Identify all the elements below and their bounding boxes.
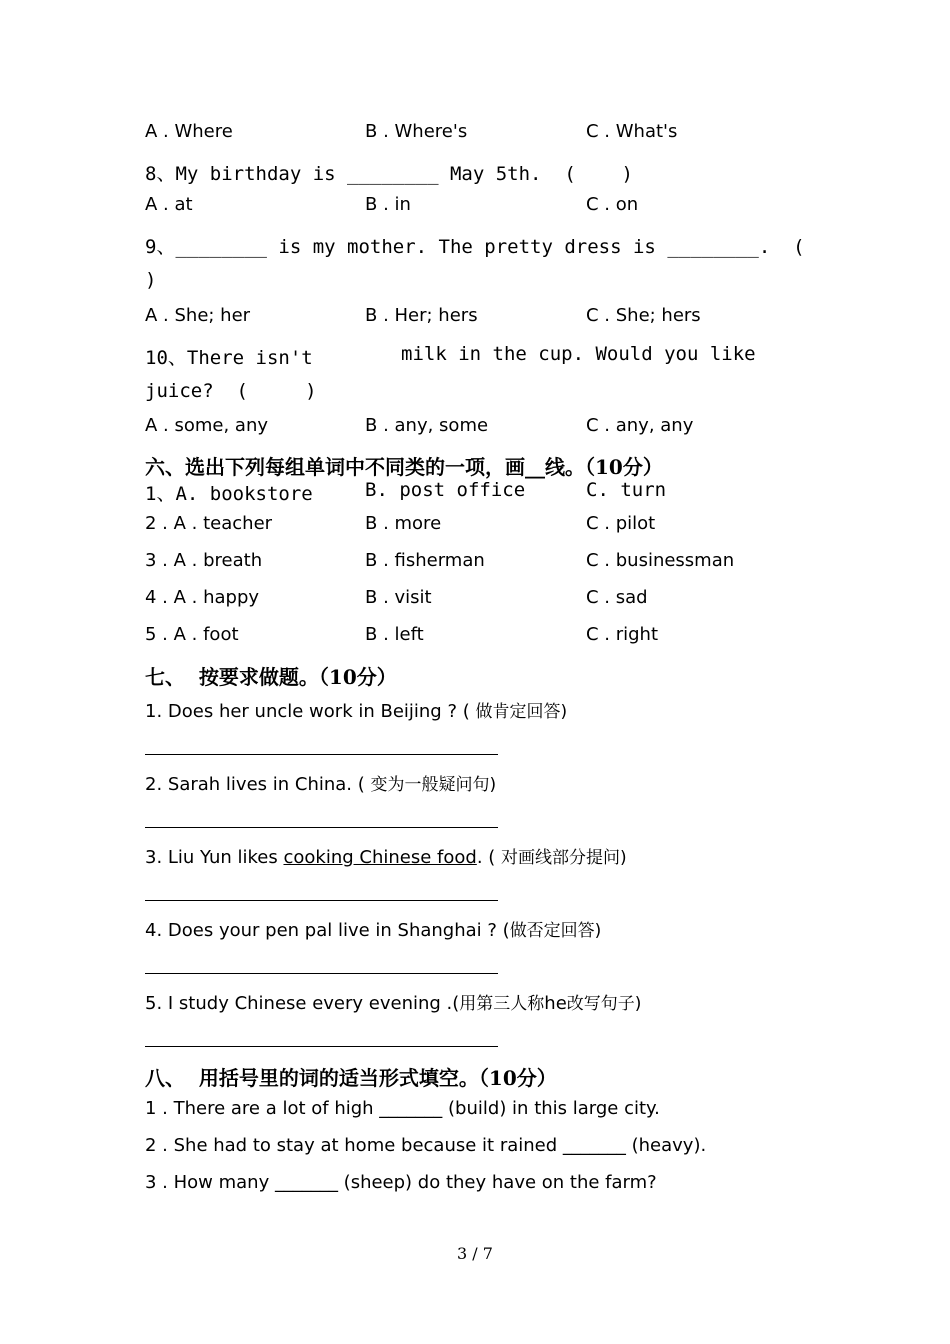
section6-row5-c: C . right <box>586 624 659 645</box>
q10-option-b: B . any, some <box>365 415 489 436</box>
section7-q5-answer-line[interactable] <box>145 1046 498 1047</box>
section6-row1-a: 1、A. bookstore <box>145 483 313 505</box>
section6-row1-c: C. turn <box>586 479 667 501</box>
q7-option-c: C . What's <box>586 121 678 142</box>
q10-stem-part2: milk in the cup. Would you like <box>401 343 756 365</box>
q10-stem-line2: juice? ( ) <box>145 380 317 402</box>
section7-q3-hint: 对画线部分提问) <box>501 848 627 868</box>
section7-q1-answer-line[interactable] <box>145 754 498 755</box>
section7-title: 七、 按要求做题。（10分） <box>145 665 397 689</box>
section6-row1-b: B. post office <box>365 479 526 501</box>
section7-q1-hint: 做肯定回答) <box>475 702 568 722</box>
q10-stem-part1: 10、There isn't <box>145 347 313 369</box>
section6-row4-b: B . visit <box>365 587 432 608</box>
section6-row3-b: B . fisherman <box>365 550 485 571</box>
q9-stem-line1: 9、________ is my mother. The pretty dress is ________. ( <box>145 236 805 258</box>
q9-option-b: B . Her; hers <box>365 305 478 326</box>
section7-q3 <box>145 843 627 868</box>
section8-q2: 2 . She had to stay at home because it rained _______ (heavy). <box>145 1135 707 1156</box>
section7-q3-post: . ( <box>476 847 501 868</box>
q7-option-b: B . Where's <box>365 121 468 142</box>
section7-q3-answer-line[interactable] <box>145 900 498 901</box>
section7-q2 <box>145 770 496 795</box>
q8-option-b: B . in <box>365 194 411 215</box>
section7-q2-hint: 变为一般疑问句) <box>370 775 497 795</box>
q8-option-c: C . on <box>586 194 639 215</box>
section7-q2-answer-line[interactable] <box>145 827 498 828</box>
q9-option-a: A . She; her <box>145 305 251 326</box>
section6-row3-c: C . businessman <box>586 550 735 571</box>
section7-q3-pre: 3. Liu Yun likes <box>145 847 284 868</box>
section7-q5-text: 5. I study Chinese every evening .( <box>145 993 460 1014</box>
section6-row5-b: B . left <box>365 624 424 645</box>
q7-option-a: A . Where <box>145 121 233 142</box>
section6-row4-a: 4 . A . happy <box>145 587 260 608</box>
section7-q1 <box>145 697 567 722</box>
q10-option-a: A . some, any <box>145 415 269 436</box>
section7-q4 <box>145 916 601 941</box>
section6-row3-a: 3 . A . breath <box>145 550 263 571</box>
section7-q5-hint: 用第三人称 <box>459 994 545 1014</box>
section7-q5 <box>145 989 641 1014</box>
section7-q4-answer-line[interactable] <box>145 973 498 974</box>
q10-option-c: C . any, any <box>586 415 694 436</box>
section7-q5-hint2: 改写句子) <box>566 994 642 1014</box>
section8-title: 八、 用括号里的词的适当形式填空。（10分） <box>145 1066 557 1090</box>
section7-q1-text: 1. Does her uncle work in Beijing ? ( <box>145 701 476 722</box>
q8-stem: 8、My birthday is ________ May 5th. ( ) <box>145 163 633 185</box>
section7-q2-text: 2. Sarah lives in China. ( <box>145 774 371 795</box>
section7-q5-mid: he <box>544 993 567 1014</box>
q9-stem-line2: ) <box>145 269 157 291</box>
section7-q4-hint: 做否定回答) <box>509 921 602 941</box>
section8-q1: 1 . There are a lot of high _______ (build) in this large city. <box>145 1098 660 1119</box>
section6-row2-a: 2 . A . teacher <box>145 513 273 534</box>
section7-q3-underlined: cooking Chinese food <box>283 847 477 868</box>
section6-title: 六、选出下列每组单词中不同类的一项，画__线。（10分） <box>145 455 663 479</box>
section6-row2-b: B . more <box>365 513 442 534</box>
page-number: 3 / 7 <box>457 1244 493 1263</box>
q8-option-a: A . at <box>145 194 193 215</box>
section7-q4-text: 4. Does your pen pal live in Shanghai ? ( <box>145 920 510 941</box>
section6-row2-c: C . pilot <box>586 513 656 534</box>
section6-row5-a: 5 . A . foot <box>145 624 239 645</box>
section6-row4-c: C . sad <box>586 587 648 608</box>
q9-option-c: C . She; hers <box>586 305 701 326</box>
section8-q3: 3 . How many _______ (sheep) do they have on the farm? <box>145 1172 657 1193</box>
